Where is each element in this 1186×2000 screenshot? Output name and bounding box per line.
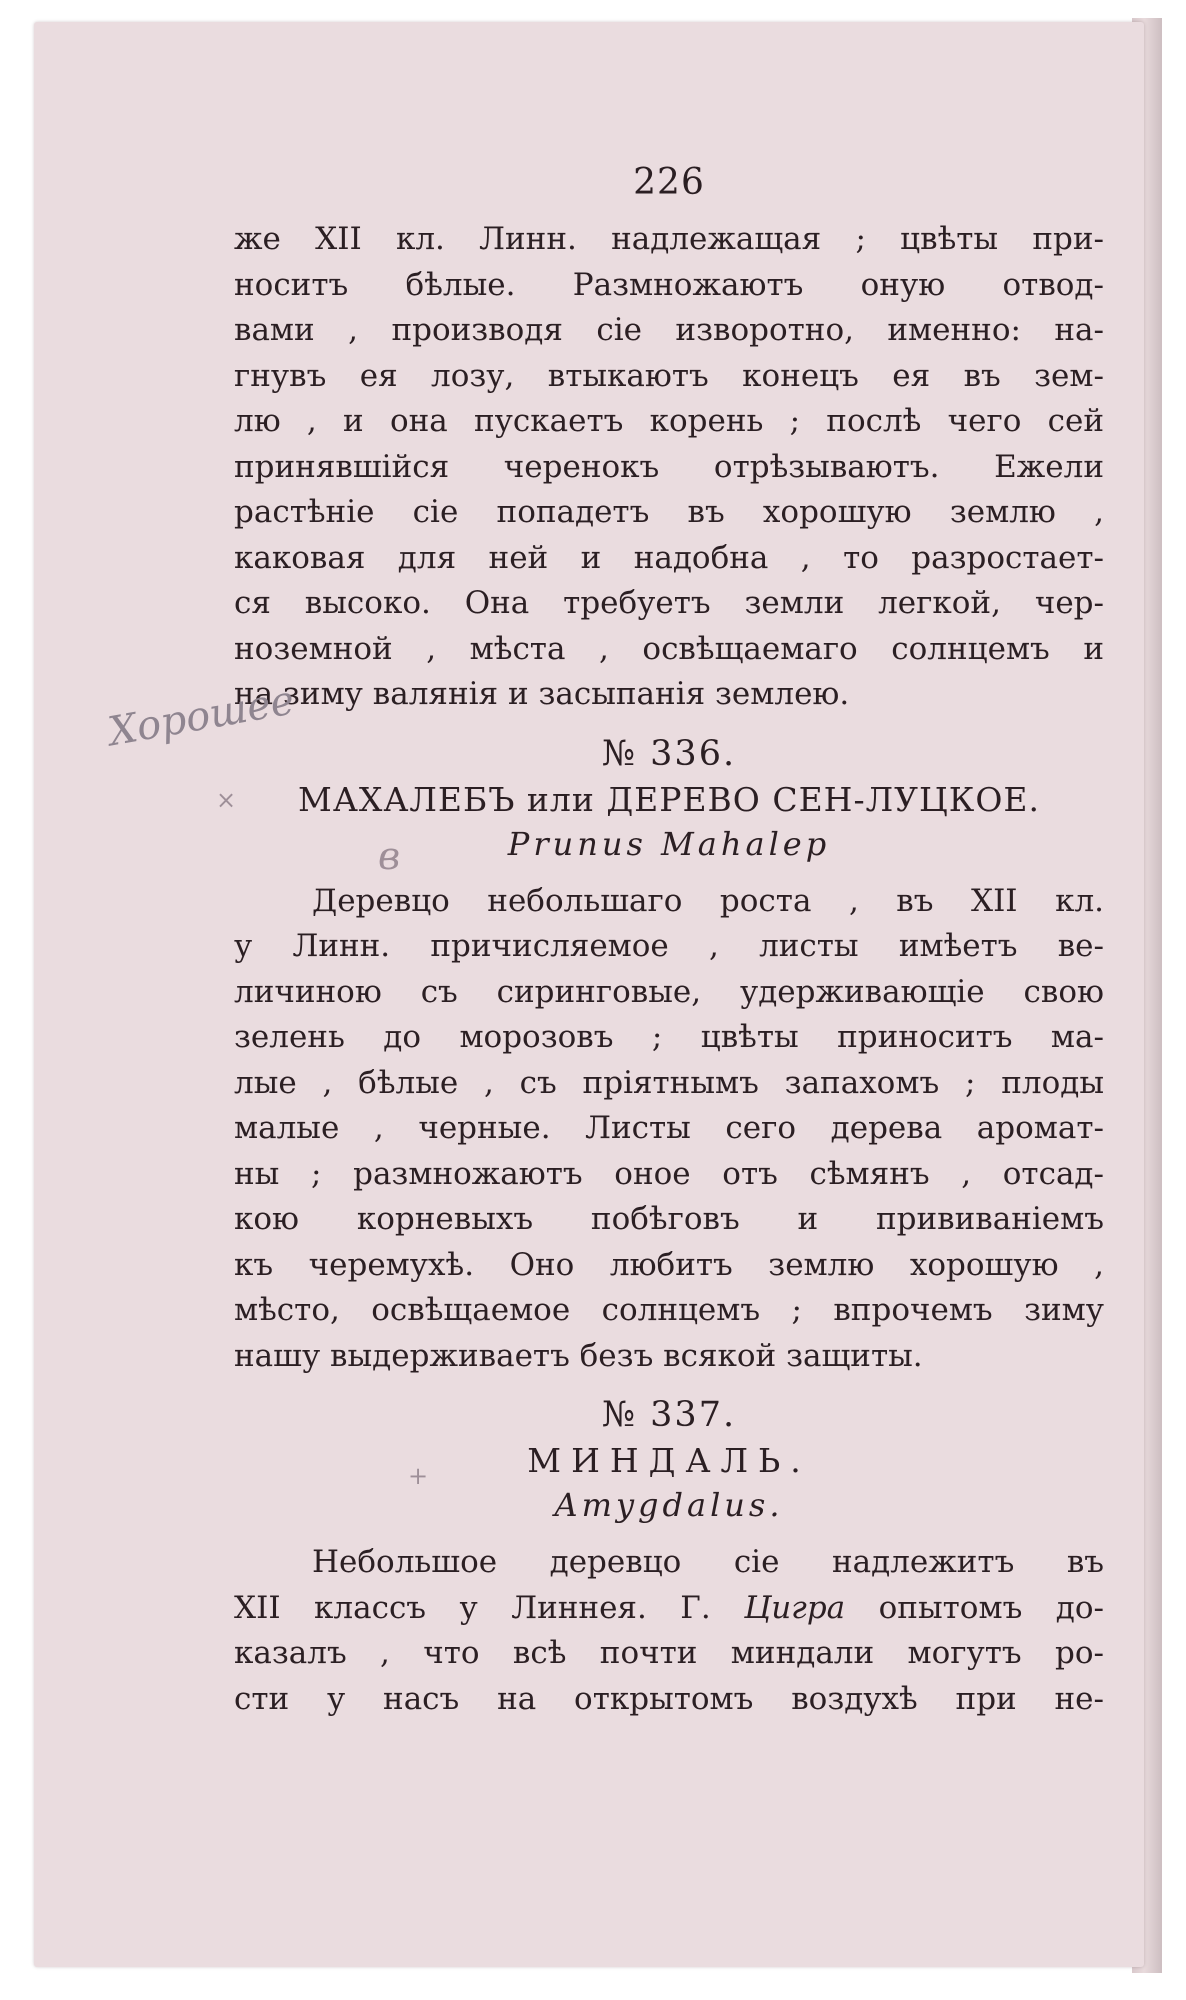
text-line: ся высоко. Она требуетъ земли легкой, чер- bbox=[234, 585, 1104, 621]
pencil-mark-cross: × bbox=[216, 786, 237, 814]
text-line: кою корневыхъ побѣговъ и прививаніемъ bbox=[234, 1201, 1104, 1237]
text-run: XII классъ у Линнея. Г. bbox=[234, 1589, 745, 1626]
page-number: 226 bbox=[633, 162, 705, 203]
page-content bbox=[234, 162, 1104, 1722]
entry-336-paragraph bbox=[234, 879, 1104, 1380]
entry-number-336: № 336. bbox=[601, 733, 737, 774]
text-line: же XII кл. Линн. надлежащая ; цвѣты при- bbox=[234, 221, 1104, 257]
entry-number-337: № 337. bbox=[601, 1395, 737, 1435]
text-line: личиною съ сиринговые, удерживающіе свою bbox=[234, 973, 1104, 1010]
text-line: гнувъ ея лозу, втыкаютъ конецъ ея въ зем- bbox=[234, 357, 1104, 394]
text-line: мѣсто, освѣщаемое солнцемъ ; впрочемъ зиму bbox=[234, 1292, 1104, 1328]
text-line: принявшійся черенокъ отрѣзываютъ. Ежели bbox=[234, 448, 1104, 485]
book-page bbox=[34, 22, 1144, 1967]
handwritten-margin-note: Хорошее bbox=[105, 677, 298, 756]
text-line: малые , черные. Листы сего дерева аромат- bbox=[234, 1110, 1104, 1146]
text-line: носитъ бѣлые. Размножаютъ оную отвод- bbox=[234, 266, 1104, 303]
text-line bbox=[234, 1540, 1104, 1586]
text-run: казалъ , что всѣ почти миндали могутъ ро- bbox=[234, 1635, 1104, 1671]
text-line: къ черемухѣ. Оно любитъ землю хорошую , bbox=[234, 1246, 1104, 1283]
text-line: лые , бѣлые , съ пріятнымъ запахомъ ; плоды bbox=[234, 1064, 1104, 1101]
entry-title-336: МАХАЛЕБЪ или ДЕРЕВО СЕН-ЛУЦКОЕ. bbox=[298, 779, 1040, 819]
pencil-mark-letter: в bbox=[378, 834, 401, 878]
entry-latin-336: Prunus Mahalep bbox=[507, 824, 831, 863]
entry-latin-337: Amygdalus. bbox=[554, 1486, 784, 1524]
text-line bbox=[234, 1586, 1104, 1632]
entry-title-337: МИНДАЛЬ. bbox=[527, 1441, 811, 1480]
text-line: каковая для ней и надобна , то разростает- bbox=[234, 539, 1104, 576]
text-line: Деревцо небольшаго роста , въ XII кл. bbox=[312, 882, 1104, 919]
text-line: вами , производя сіе изворотно, именно: на- bbox=[234, 312, 1104, 348]
text-line bbox=[234, 1631, 1104, 1677]
person-name: Цигра bbox=[744, 1589, 846, 1626]
pencil-mark-plus: + bbox=[408, 1462, 429, 1490]
text-run: Небольшое деревцо сіе надлежитъ въ bbox=[312, 1544, 1104, 1580]
text-run: сти у насъ на открытомъ воздухѣ при не- bbox=[234, 1680, 1104, 1717]
text-line: на зиму валянія и засыпанія землею. bbox=[234, 676, 850, 712]
text-line: нашу выдерживаетъ безъ всякой защиты. bbox=[234, 1337, 923, 1374]
continuation-paragraph bbox=[234, 217, 1104, 718]
text-line: зелень до морозовъ ; цвѣты приноситъ ма- bbox=[234, 1019, 1104, 1055]
text-line: ны ; размножаютъ оное отъ сѣмянъ , отсад- bbox=[234, 1155, 1104, 1192]
text-line bbox=[234, 1677, 1104, 1723]
text-line: лю , и она пускаетъ корень ; послѣ чего сей bbox=[234, 403, 1104, 439]
text-line: у Линн. причисляемое , листы имѣетъ ве- bbox=[234, 928, 1104, 964]
entry-337-paragraph bbox=[234, 1540, 1104, 1722]
text-line: ноземной , мѣста , освѣщаемаго солнцемъ и bbox=[234, 630, 1104, 667]
text-line: растѣніе сіе попадетъ въ хорошую землю , bbox=[234, 494, 1104, 530]
text-run: опытомъ до- bbox=[845, 1589, 1104, 1626]
